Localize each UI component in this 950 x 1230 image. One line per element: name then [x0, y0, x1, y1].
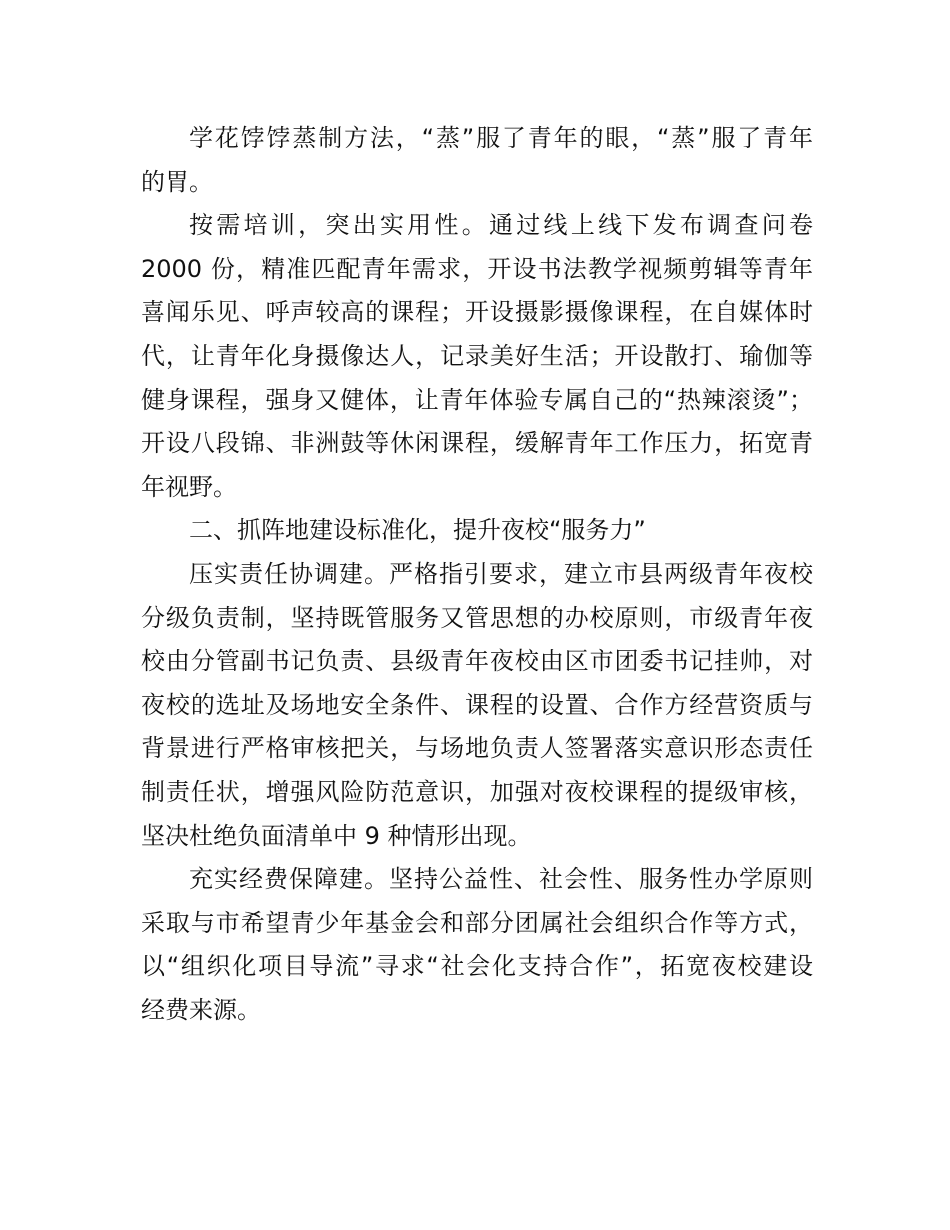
- text-line: 的胃。: [141, 167, 213, 196]
- text-line: 开设八段锦、非洲鼓等休闲课程，缓解青年工作压力，拓宽青: [141, 429, 813, 458]
- text-line: 压实责任协调建。严格指引要求，建立市县两级青年夜校: [189, 559, 813, 588]
- text-line: 学花饽饽蒸制方法，“蒸”服了青年的眼，“蒸”服了青年: [189, 124, 813, 152]
- text-line: 校由分管副书记负责、县级青年夜校由区市团委书记挂帅，对: [141, 647, 813, 676]
- text-line: 采取与市希望青少年基金会和部分团属社会组织合作等方式，: [141, 908, 813, 937]
- document-body: [141, 117, 813, 1032]
- text-line: 按需培训，突出实用性。通过线上线下发布调查问卷: [189, 211, 813, 240]
- section-heading: 二、抓阵地建设标准化，提升夜校“服务力”: [189, 516, 646, 545]
- text-line: 代，让青年化身摄像达人，记录美好生活；开设散打、瑜伽等: [141, 341, 813, 370]
- text-line: 制责任状，增强风险防范意识，加强对夜校课程的提级审核，: [141, 777, 813, 806]
- text-line: 以“组织化项目导流”寻求“社会化支持合作”，拓宽夜校建设: [141, 952, 813, 981]
- text-line: 健身课程，强身又健体，让青年体验专属自己的“热辣滚烫”；: [141, 385, 813, 414]
- text-line: 2000 份，精准匹配青年需求，开设书法教学视频剪辑等青年: [141, 254, 813, 283]
- text-line: 喜闻乐见、呼声较高的课程；开设摄影摄像课程，在自媒体时: [141, 298, 813, 327]
- text-line: 经费来源。: [141, 995, 261, 1024]
- text-line: 分级负责制，坚持既管服务又管思想的办校原则，市级青年夜: [141, 603, 813, 632]
- text-line: 夜校的选址及场地安全条件、课程的设置、合作方经营资质与: [141, 690, 813, 719]
- text-line: 坚决杜绝负面清单中 9 种情形出现。: [141, 821, 532, 850]
- text-line: 年视野。: [141, 472, 237, 501]
- text-line: 充实经费保障建。坚持公益性、社会性、服务性办学原则: [189, 865, 813, 894]
- text-line: 背景进行严格审核把关，与场地负责人签署落实意识形态责任: [141, 734, 813, 763]
